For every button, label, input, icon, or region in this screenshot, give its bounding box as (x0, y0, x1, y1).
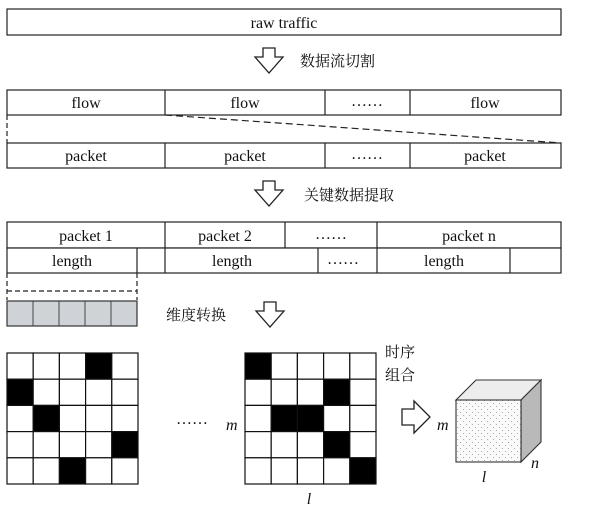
matrix-cell (86, 405, 112, 431)
matrix-cell-filled (59, 458, 85, 484)
flow-row (7, 90, 561, 115)
matrix-cell (33, 458, 59, 484)
matrix-cell (7, 432, 33, 458)
packet-length-table (7, 222, 561, 273)
matrix-cell (271, 353, 297, 379)
matrix-cell (297, 353, 323, 379)
down-arrow-1 (255, 48, 283, 73)
matrix-cell (86, 458, 112, 484)
matrix-cell (297, 432, 323, 458)
matrix-cell-filled (350, 458, 376, 484)
step-label-combine: 组合 (385, 366, 416, 384)
matrix-cell (324, 405, 350, 431)
matrix-right (245, 353, 376, 484)
flow-ellipsis: …… (351, 93, 383, 110)
matrix-cell-filled (245, 353, 271, 379)
matrix-cell (86, 432, 112, 458)
matrix-cell (59, 353, 85, 379)
matrix-cell-filled (7, 379, 33, 405)
matrix-cell (7, 405, 33, 431)
matrix-cell (245, 379, 271, 405)
gray-length-vector (7, 301, 137, 326)
matrix-cell (245, 432, 271, 458)
step-label-flow-split: 数据流切割 (300, 52, 376, 70)
matrix-cell (324, 353, 350, 379)
raw-traffic-bar (7, 9, 561, 35)
packet-header-2: packet 2 (198, 228, 252, 245)
packet-cell-2: packet (224, 148, 266, 165)
matrix-cell (86, 379, 112, 405)
packet-header-ellipsis: …… (315, 226, 347, 243)
flow-expand-lines (7, 115, 561, 143)
packet-header-1: packet 1 (59, 228, 113, 245)
matrix-cell-filled (271, 405, 297, 431)
matrix-cell (271, 458, 297, 484)
matrix-cell-filled (324, 379, 350, 405)
cube-l-label: l (481, 469, 487, 486)
cube-m-label: m (437, 417, 449, 434)
down-arrow-2 (255, 181, 283, 206)
matrix-cell (33, 379, 59, 405)
flow-cell-2: flow (230, 95, 260, 112)
cube (456, 380, 541, 462)
matrix-cell (297, 379, 323, 405)
matrix-cell (350, 379, 376, 405)
length-cell-1: length (52, 253, 92, 270)
cube-n-label: n (531, 455, 539, 472)
matrix-cell (112, 405, 138, 431)
length-cell-2: length (212, 253, 252, 270)
matrix-cell (59, 379, 85, 405)
matrix-left (7, 353, 138, 484)
matrix-l-label: l (306, 491, 312, 508)
packet-row (7, 143, 561, 168)
length-cell-n: length (424, 253, 464, 270)
matrix-cell (350, 353, 376, 379)
matrix-cell (245, 458, 271, 484)
matrix-cell (112, 458, 138, 484)
matrix-cell (271, 379, 297, 405)
step-label-dimension-transform: 维度转换 (166, 306, 227, 324)
step-label-key-data-extract: 关键数据提取 (304, 186, 395, 204)
matrix-cell (112, 379, 138, 405)
flow-cell-1: flow (71, 95, 101, 112)
matrix-m-label: m (226, 417, 238, 434)
length-expand-lines (7, 273, 137, 300)
step-label-time-seq: 时序 (385, 343, 416, 361)
packet-cell-n: packet (464, 148, 506, 165)
raw-traffic-label: raw traffic (250, 15, 318, 32)
matrix-cell-filled (86, 353, 112, 379)
packet-ellipsis: …… (351, 146, 383, 163)
matrix-cell-filled (112, 432, 138, 458)
matrix-cell-filled (297, 405, 323, 431)
packet-header-n: packet n (442, 228, 496, 245)
matrix-cell (245, 405, 271, 431)
matrix-cell (324, 458, 350, 484)
matrix-cell (112, 353, 138, 379)
matrix-cell (350, 405, 376, 431)
matrix-cell (271, 432, 297, 458)
matrix-cell (7, 353, 33, 379)
matrix-cell (7, 458, 33, 484)
matrix-cell (350, 432, 376, 458)
matrix-cell (59, 432, 85, 458)
matrix-cell (297, 458, 323, 484)
matrix-ellipsis: …… (176, 411, 208, 428)
right-arrow (402, 401, 430, 433)
matrix-cell (33, 432, 59, 458)
down-arrow-3 (256, 302, 284, 327)
matrix-cell (59, 405, 85, 431)
matrix-cell (33, 353, 59, 379)
length-ellipsis: …… (327, 251, 359, 268)
packet-cell-1: packet (65, 148, 107, 165)
flow-cell-n: flow (470, 95, 500, 112)
matrix-cell-filled (324, 432, 350, 458)
matrix-cell-filled (33, 405, 59, 431)
